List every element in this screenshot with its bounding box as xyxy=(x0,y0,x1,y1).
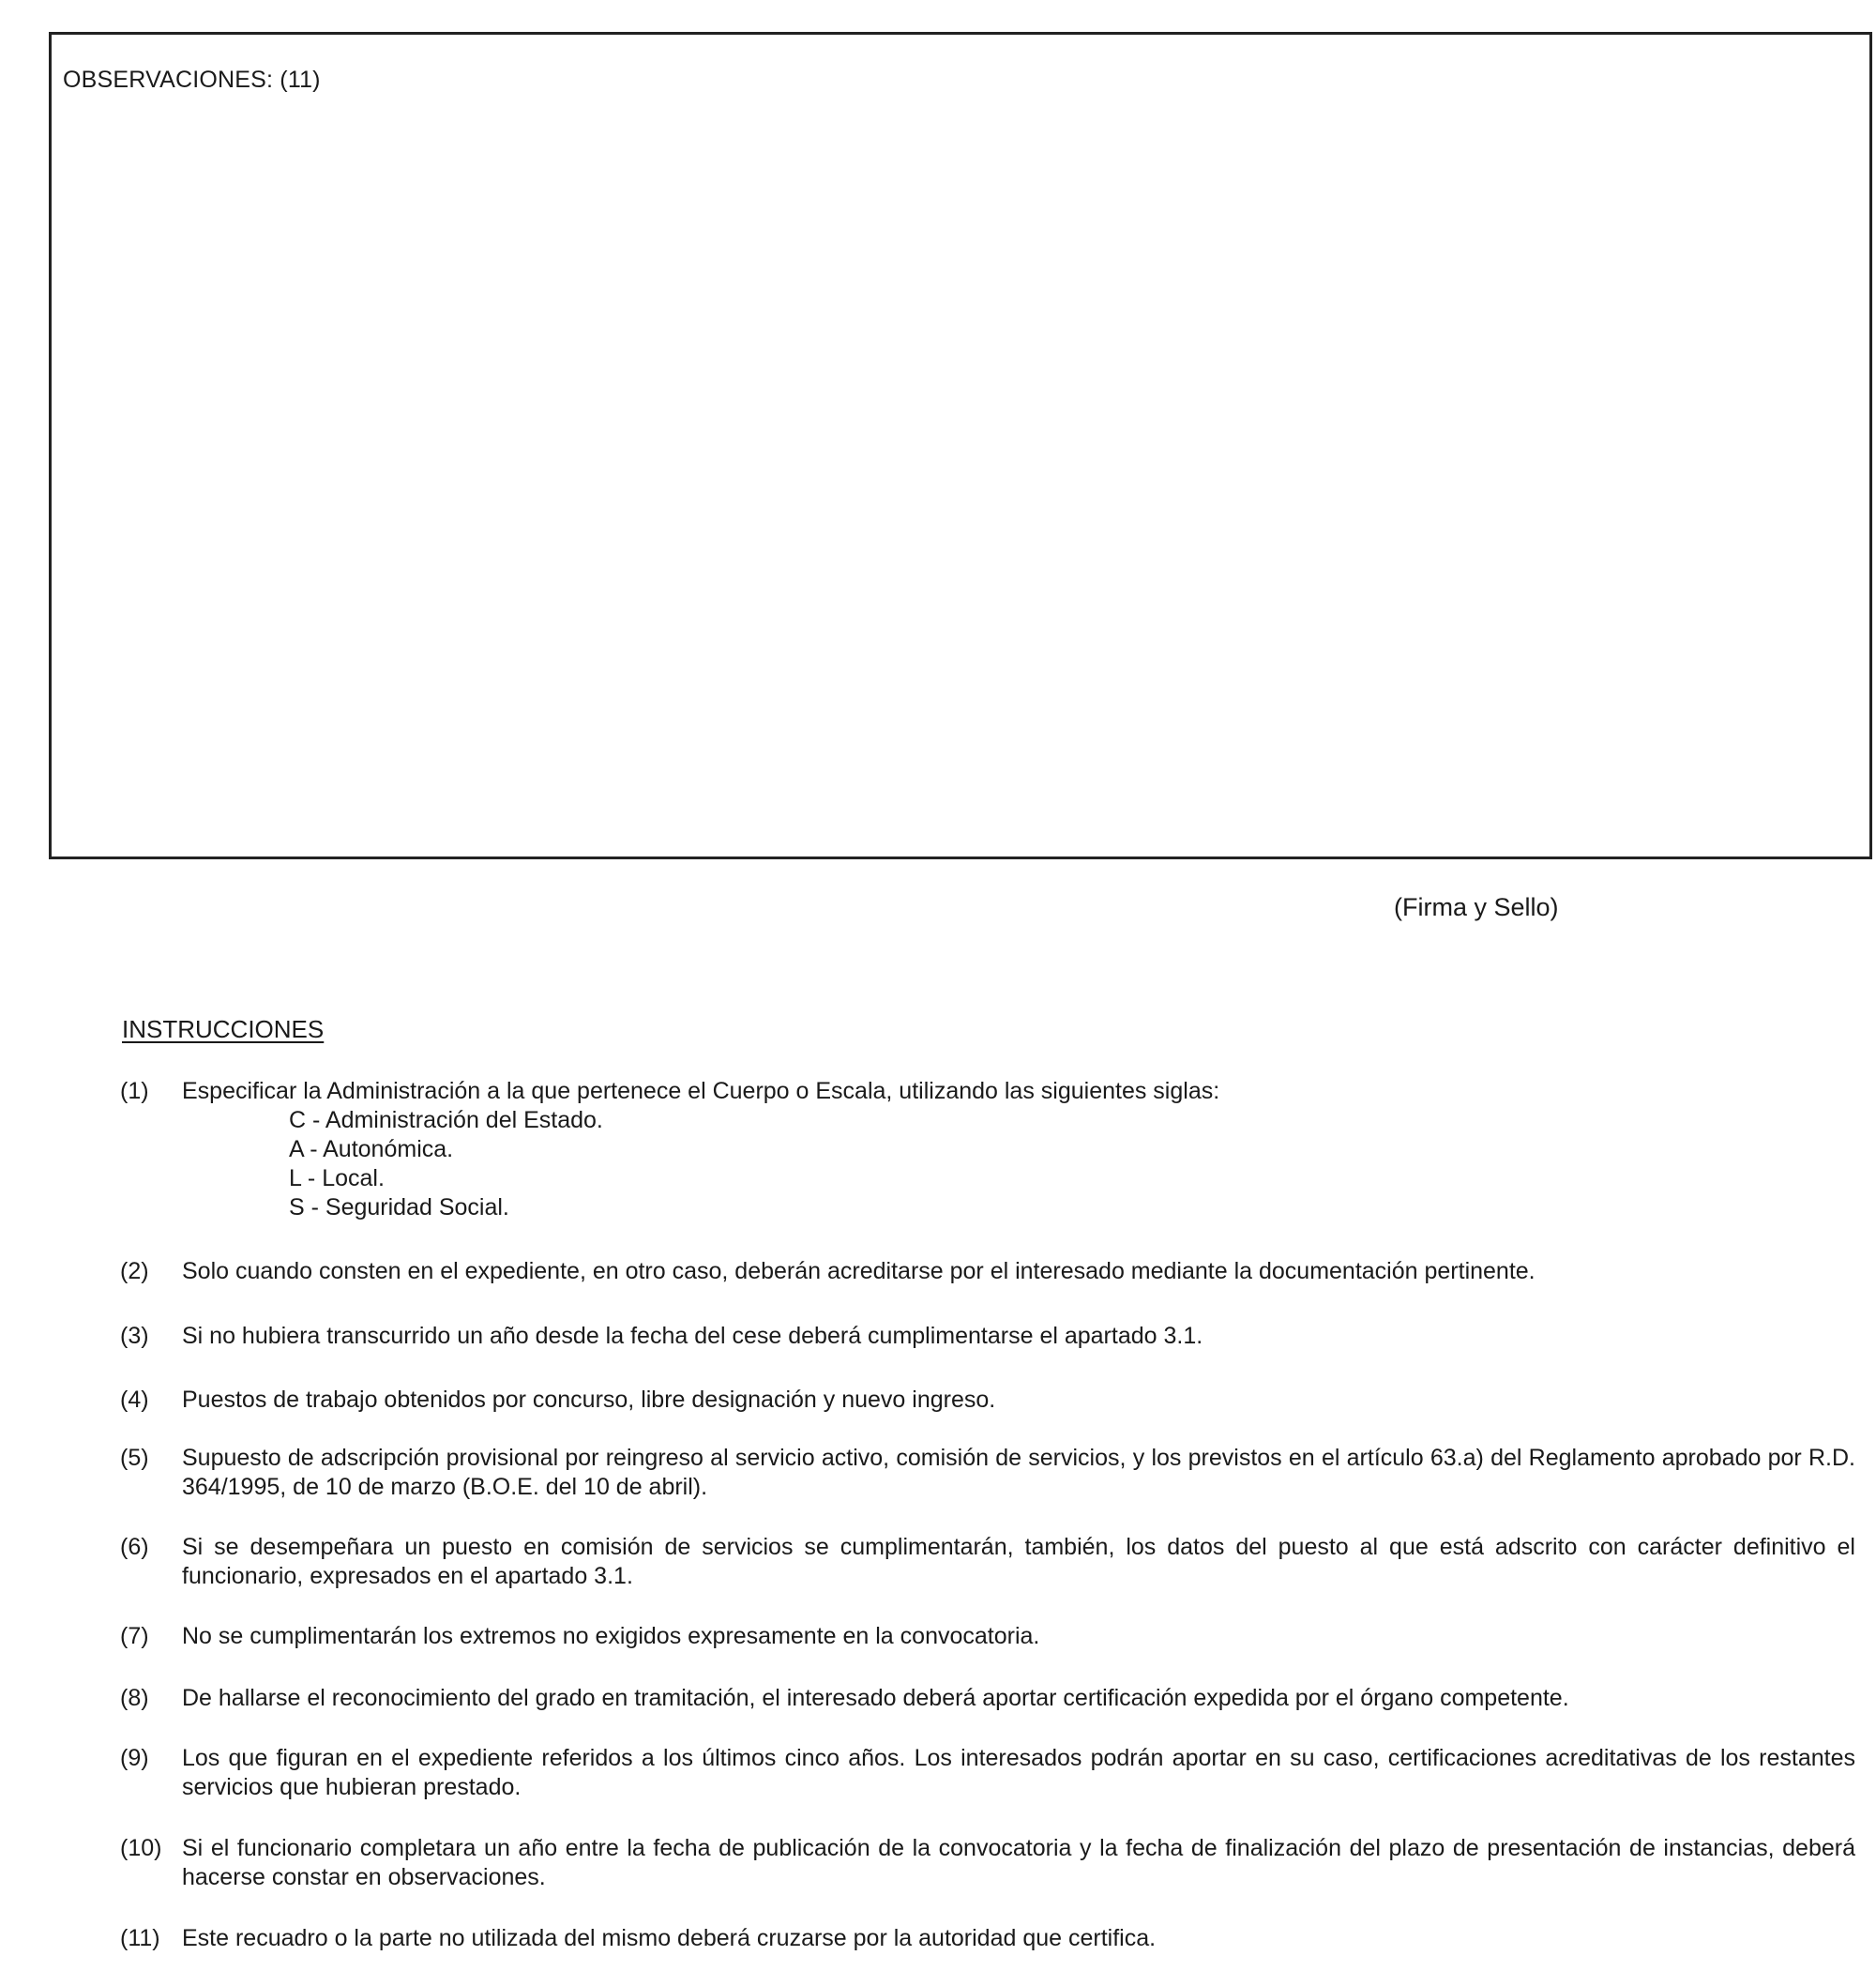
instruction-text: Supuesto de adscripción provisional por reingreso al servicio activo, comisión de servicios, y los previstos en el artículo 63.a) del Reglamento aprobado por R.D. 364/1995, de 10 de marzo (B.O.E. del 10 de abril). xyxy=(182,1445,1855,1500)
instruction-item-9 xyxy=(120,1744,1855,1802)
acronym-item-s: S - Seguridad Social. xyxy=(289,1194,509,1220)
acronym-item-a: A - Autonómica. xyxy=(289,1136,454,1162)
instruction-text: Solo cuando consten en el expediente, en otro caso, deberán acreditarse por el interesado mediante la documentación pertinente. xyxy=(182,1258,1536,1284)
instruction-number: (3) xyxy=(120,1323,149,1349)
observations-box[interactable] xyxy=(49,32,1872,859)
instruction-item-5 xyxy=(120,1444,1855,1502)
instruction-number: (11) xyxy=(120,1925,160,1951)
instructions-title: INSTRUCCIONES xyxy=(122,1015,325,1043)
acronym-item-l: L - Local. xyxy=(289,1165,385,1191)
instruction-text: Los que figuran en el expediente referidos a los últimos cinco años. Los interesados podrán aportar en su caso, certificaciones acreditativas de los restantes servicios que hubieran prestado. xyxy=(182,1745,1855,1800)
instruction-text: Si no hubiera transcurrido un año desde la fecha del cese deberá cumplimentarse el apartado 3.1. xyxy=(182,1323,1203,1349)
instruction-item-1 xyxy=(120,1077,1855,1222)
instruction-number: (5) xyxy=(120,1445,149,1471)
instruction-item-6 xyxy=(120,1533,1855,1591)
instruction-text: No se cumplimentarán los extremos no exigidos expresamente en la convocatoria. xyxy=(182,1623,1040,1649)
instruction-number: (1) xyxy=(120,1078,149,1104)
signature-label: (Firma y Sello) xyxy=(1394,893,1559,921)
instruction-number: (8) xyxy=(120,1685,149,1711)
instruction-item-7 xyxy=(120,1622,1855,1651)
instruction-item-8 xyxy=(120,1684,1855,1713)
instruction-number: (2) xyxy=(120,1258,149,1284)
instruction-number: (7) xyxy=(120,1623,149,1649)
instruction-item-2 xyxy=(120,1257,1855,1286)
instruction-item-10 xyxy=(120,1834,1855,1892)
instruction-text: De hallarse el reconocimiento del grado en tramitación, el interesado deberá aportar certificación expedida por el órgano competente. xyxy=(182,1685,1569,1711)
instruction-text: Especificar la Administración a la que pertenece el Cuerpo o Escala, utilizando las siguientes siglas: xyxy=(182,1078,1220,1104)
observations-label: OBSERVACIONES: (11) xyxy=(63,67,321,93)
instruction-text: Este recuadro o la parte no utilizada del mismo deberá cruzarse por la autoridad que certifica. xyxy=(182,1925,1157,1951)
instruction-item-3 xyxy=(120,1322,1855,1351)
instruction-text: Puestos de trabajo obtenidos por concurso, libre designación y nuevo ingreso. xyxy=(182,1387,996,1413)
acronym-item-c: C - Administración del Estado. xyxy=(289,1107,603,1133)
instruction-number: (6) xyxy=(120,1534,149,1560)
instruction-item-11 xyxy=(120,1924,1855,1953)
instruction-number: (4) xyxy=(120,1387,149,1413)
instruction-number: (9) xyxy=(120,1745,149,1771)
instruction-item-4 xyxy=(120,1386,1855,1415)
instruction-number: (10) xyxy=(120,1835,162,1861)
instruction-text: Si el funcionario completara un año entre la fecha de publicación de la convocatoria y la fecha de finalización del plazo de presentación de instancias, deberá hacerse constar en observaciones. xyxy=(182,1835,1855,1890)
instruction-text: Si se desempeñara un puesto en comisión de servicios se cumplimentarán, también, los datos del puesto al que está adscrito con carácter definitivo el funcionario, expresados en el apartado 3.1. xyxy=(182,1534,1855,1589)
